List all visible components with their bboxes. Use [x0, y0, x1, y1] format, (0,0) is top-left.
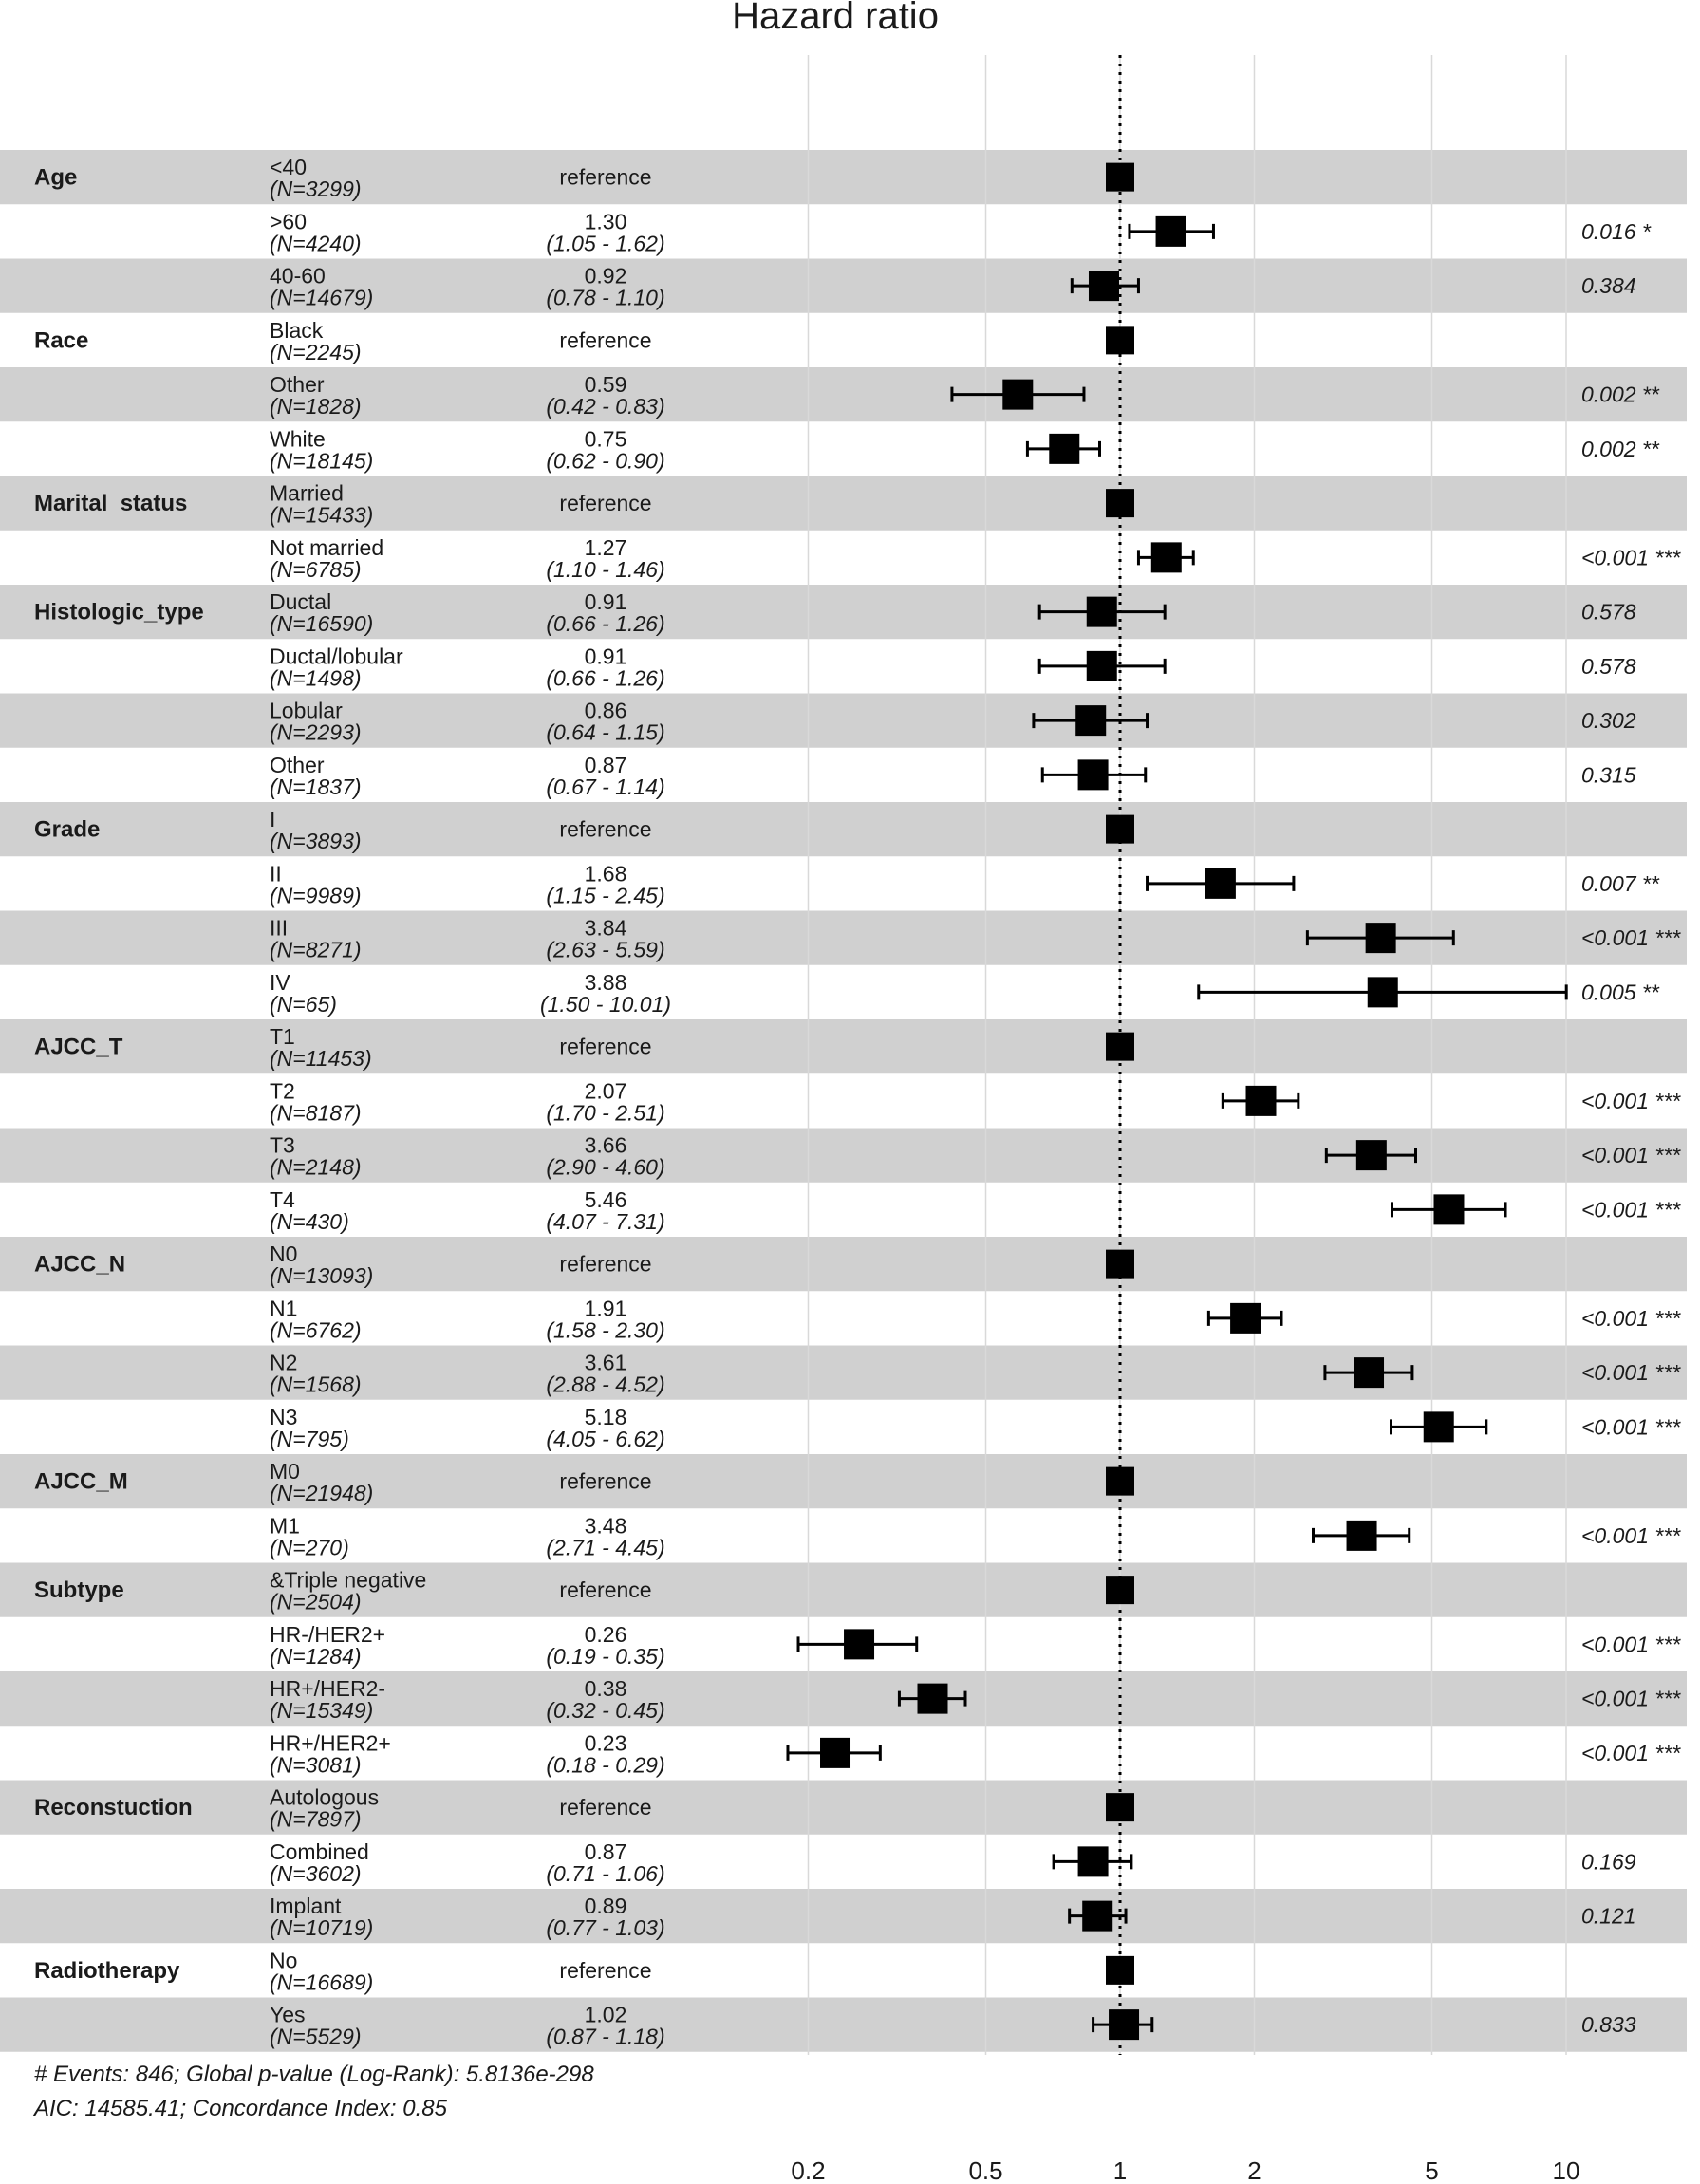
level-label: HR+/HER2-: [270, 1676, 386, 1701]
ci-value: (0.64 - 1.15): [546, 719, 665, 745]
p-value: 0.002 **: [1581, 436, 1659, 461]
estimate-square: [1347, 1521, 1377, 1551]
estimate-square: [1049, 434, 1079, 464]
n-label: (N=6785): [270, 556, 362, 582]
p-value: 0.005 **: [1581, 980, 1659, 1005]
n-label: (N=14679): [270, 285, 374, 310]
p-value: 0.302: [1581, 708, 1636, 734]
n-label: (N=270): [270, 1535, 349, 1560]
n-label: (N=13093): [270, 1263, 374, 1288]
level-label: HR-/HER2+: [270, 1621, 386, 1647]
reference-label: reference: [559, 1957, 652, 1983]
n-label: (N=1568): [270, 1372, 362, 1397]
estimate-square: [1354, 1357, 1384, 1388]
level-label: III: [270, 915, 289, 941]
n-label: (N=4240): [270, 231, 362, 256]
x-tick-label: 10: [1552, 2156, 1580, 2184]
row-band: [0, 1781, 1687, 1835]
estimate-square: [1424, 1411, 1454, 1442]
n-label: (N=2245): [270, 339, 362, 364]
n-label: (N=6762): [270, 1317, 362, 1343]
estimate-square: [917, 1684, 947, 1714]
hr-value: 0.87: [584, 1839, 627, 1864]
variable-label: AJCC_N: [34, 1251, 126, 1278]
n-label: (N=1498): [270, 665, 362, 691]
row-band: [0, 694, 1687, 748]
ci-value: (2.88 - 4.52): [546, 1372, 665, 1397]
n-label: (N=8187): [270, 1100, 362, 1126]
estimate-square: [1156, 216, 1186, 247]
variable-label: Subtype: [34, 1577, 124, 1604]
n-label: (N=18145): [270, 448, 374, 474]
row-band: [0, 259, 1687, 313]
hr-value: 1.91: [584, 1296, 627, 1321]
variable-label: Age: [34, 164, 78, 191]
reference-square: [1106, 489, 1134, 517]
hr-value: 0.92: [584, 263, 627, 289]
reference-square: [1106, 1956, 1134, 1985]
reference-label: reference: [559, 164, 652, 190]
variable-label: Radiotherapy: [34, 1957, 180, 1984]
p-value: 0.007 **: [1581, 870, 1659, 896]
p-value: <0.001 ***: [1581, 1686, 1681, 1711]
variable-label: AJCC_T: [34, 1034, 123, 1060]
hr-value: 1.68: [584, 861, 627, 887]
n-label: (N=2293): [270, 719, 362, 745]
hr-value: 0.59: [584, 372, 627, 397]
hr-value: 5.46: [584, 1186, 627, 1212]
p-value: 0.121: [1581, 1903, 1636, 1929]
n-label: (N=16689): [270, 1969, 374, 1995]
level-label: M1: [270, 1513, 300, 1539]
reference-label: reference: [559, 1251, 652, 1277]
n-label: (N=3893): [270, 829, 362, 853]
n-label: (N=795): [270, 1426, 349, 1451]
n-label: (N=2504): [270, 1589, 362, 1615]
hr-value: 3.61: [584, 1350, 627, 1375]
level-label: Married: [270, 480, 344, 506]
ci-value: (1.58 - 2.30): [546, 1317, 665, 1343]
hr-value: 0.91: [584, 589, 627, 614]
row-band: [0, 1889, 1687, 1943]
p-value: <0.001 ***: [1581, 1360, 1681, 1386]
x-tick-label: 0.5: [968, 2156, 1003, 2184]
ci-value: (0.66 - 1.26): [546, 665, 665, 691]
ci-value: (0.32 - 0.45): [546, 1698, 665, 1723]
x-tick-label: 2: [1247, 2156, 1261, 2184]
variable-label: Race: [34, 327, 89, 354]
row-band: [0, 1019, 1687, 1073]
hr-value: 3.84: [584, 915, 627, 941]
row-band: [0, 585, 1687, 639]
p-value: <0.001 ***: [1581, 545, 1681, 570]
reference-label: reference: [559, 491, 652, 516]
ci-value: (0.67 - 1.14): [546, 774, 665, 799]
level-label: T1: [270, 1024, 295, 1049]
reference-square: [1106, 1793, 1134, 1821]
reference-square: [1106, 1250, 1134, 1279]
estimate-square: [1089, 271, 1119, 301]
estimate-square: [1078, 759, 1109, 790]
estimate-square: [1151, 542, 1182, 572]
level-label: Yes: [270, 2002, 306, 2027]
estimate-square: [1109, 2009, 1139, 2040]
ci-value: (0.42 - 0.83): [546, 394, 665, 419]
p-value: <0.001 ***: [1581, 1197, 1681, 1223]
hr-value: 0.89: [584, 1894, 627, 1918]
x-tick-label: 1: [1112, 2156, 1128, 2184]
variable-label: Grade: [34, 816, 101, 843]
reference-square: [1106, 1467, 1134, 1496]
reference-label: reference: [559, 816, 652, 842]
estimate-square: [1087, 597, 1117, 627]
estimate-square: [1078, 1846, 1109, 1876]
x-tick-label: 0.2: [791, 2156, 826, 2184]
row-band: [0, 1563, 1687, 1617]
level-label: N2: [270, 1350, 298, 1375]
n-label: (N=16590): [270, 611, 374, 636]
level-label: >60: [270, 209, 308, 234]
n-label: (N=7897): [270, 1806, 362, 1832]
p-value: <0.001 ***: [1581, 1740, 1681, 1765]
estimate-square: [1075, 705, 1106, 736]
estimate-square: [1356, 1140, 1387, 1170]
ci-value: (0.78 - 1.10): [546, 285, 665, 310]
estimate-square: [1002, 380, 1033, 410]
level-label: White: [270, 426, 326, 452]
n-label: (N=2148): [270, 1154, 362, 1180]
hr-value: 0.86: [584, 698, 627, 723]
chart-title: Hazard ratio: [732, 0, 939, 37]
hr-value: 0.38: [584, 1676, 627, 1701]
level-label: II: [270, 861, 282, 887]
level-label: Black: [270, 317, 324, 343]
level-label: 40-60: [270, 263, 326, 289]
hr-value: 3.88: [584, 969, 627, 995]
level-label: N3: [270, 1404, 298, 1429]
n-label: (N=3602): [270, 1860, 362, 1886]
p-value: <0.001 ***: [1581, 925, 1681, 951]
reference-label: reference: [559, 327, 652, 353]
x-tick-label: 5: [1425, 2156, 1439, 2184]
ci-value: (1.50 - 10.01): [539, 991, 672, 1017]
level-label: Other: [270, 372, 325, 397]
level-label: IV: [270, 969, 290, 995]
footer-events: # Events: 846; Global p-value (Log-Rank): 5.8136e-298: [34, 2062, 594, 2087]
p-value: <0.001 ***: [1581, 1305, 1681, 1331]
level-label: Ductal/lobular: [270, 644, 403, 669]
p-value: 0.169: [1581, 1849, 1636, 1875]
estimate-square: [1246, 1086, 1277, 1116]
estimate-square: [1205, 868, 1236, 899]
p-value: 0.578: [1581, 653, 1636, 679]
estimate-square: [1087, 651, 1117, 681]
reference-label: reference: [559, 1577, 652, 1603]
row-band: [0, 1129, 1687, 1183]
estimate-square: [1433, 1194, 1464, 1224]
p-value: 0.384: [1581, 273, 1636, 299]
hr-value: 0.23: [584, 1730, 627, 1756]
variable-label: Reconstuction: [34, 1795, 193, 1821]
row-band: [0, 1237, 1687, 1291]
ci-value: (0.19 - 0.35): [546, 1643, 665, 1669]
p-value: 0.578: [1581, 599, 1636, 625]
p-value: 0.315: [1581, 762, 1636, 788]
p-value: <0.001 ***: [1581, 1088, 1681, 1113]
row-band: [0, 476, 1687, 531]
row-band: [0, 1454, 1687, 1508]
reference-label: reference: [559, 1034, 652, 1059]
hr-value: 1.27: [584, 534, 627, 560]
level-label: I: [270, 807, 276, 831]
n-label: (N=10719): [270, 1915, 374, 1940]
reference-square: [1106, 326, 1134, 354]
hr-value: 0.91: [584, 644, 627, 669]
p-value: <0.001 ***: [1581, 1414, 1681, 1440]
estimate-square: [1366, 923, 1396, 953]
ci-value: (2.63 - 5.59): [546, 937, 665, 962]
ci-value: (1.05 - 1.62): [546, 231, 665, 256]
hr-value: 0.26: [584, 1621, 627, 1647]
n-label: (N=430): [270, 1208, 349, 1234]
row-band: [0, 150, 1687, 204]
reference-square: [1106, 1576, 1134, 1604]
n-label: (N=9989): [270, 883, 362, 908]
row-band: [0, 1346, 1687, 1400]
p-value: 0.002 **: [1581, 382, 1659, 407]
ci-value: (0.71 - 1.06): [546, 1860, 665, 1886]
hr-value: 1.02: [584, 2002, 627, 2027]
n-label: (N=8271): [270, 937, 362, 962]
hr-value: 0.75: [584, 426, 627, 452]
level-label: Not married: [270, 534, 384, 560]
level-label: N1: [270, 1296, 298, 1321]
hr-value: 2.07: [584, 1078, 627, 1104]
n-label: (N=15349): [270, 1698, 374, 1723]
ci-value: (4.07 - 7.31): [546, 1208, 665, 1234]
estimate-square: [1368, 977, 1398, 1007]
level-label: Lobular: [270, 698, 343, 723]
row-labels: [34, 155, 1681, 2049]
estimate-marks: [788, 163, 1566, 2041]
n-label: (N=11453): [270, 1046, 372, 1071]
level-label: M0: [270, 1459, 300, 1484]
ci-value: (0.18 - 0.29): [546, 1752, 665, 1778]
ci-value: (1.10 - 1.46): [546, 556, 665, 582]
footer-aic: AIC: 14585.41; Concordance Index: 0.85: [34, 2096, 447, 2121]
level-label: Ductal: [270, 589, 332, 614]
n-label: (N=21948): [270, 1481, 374, 1505]
level-label: HR+/HER2+: [270, 1730, 391, 1756]
ci-value: (1.15 - 2.45): [546, 883, 665, 908]
p-value: <0.001 ***: [1581, 1632, 1681, 1657]
n-label: (N=15433): [270, 502, 374, 528]
ci-value: (1.70 - 2.51): [546, 1100, 665, 1126]
ci-value: (2.71 - 4.45): [546, 1535, 665, 1560]
level-label: T4: [270, 1186, 295, 1212]
level-label: N0: [270, 1241, 298, 1266]
hr-value: 3.48: [584, 1513, 627, 1539]
n-label: (N=3081): [270, 1752, 362, 1778]
n-label: (N=65): [270, 991, 337, 1017]
reference-label: reference: [559, 1795, 652, 1820]
row-band: [0, 367, 1687, 421]
ci-value: (0.66 - 1.26): [546, 611, 665, 636]
p-value: <0.001 ***: [1581, 1522, 1681, 1548]
reference-square: [1106, 1033, 1134, 1061]
ci-value: (0.87 - 1.18): [546, 2024, 665, 2049]
n-label: (N=1837): [270, 774, 362, 799]
level-label: No: [270, 1948, 298, 1973]
level-label: Other: [270, 752, 325, 777]
reference-square: [1106, 815, 1134, 844]
ci-value: (2.90 - 4.60): [546, 1154, 665, 1180]
n-label: (N=5529): [270, 2024, 362, 2049]
level-label: &Triple negative: [270, 1567, 427, 1593]
variable-label: Histologic_type: [34, 599, 204, 625]
estimate-square: [1082, 1901, 1112, 1932]
p-value: 0.833: [1581, 2012, 1636, 2038]
hr-value: 0.87: [584, 752, 627, 777]
row-band: [0, 1671, 1687, 1726]
n-label: (N=3299): [270, 177, 362, 201]
ci-value: (4.05 - 6.62): [546, 1426, 665, 1451]
n-label: (N=1284): [270, 1643, 362, 1669]
level-label: T3: [270, 1132, 295, 1158]
row-band: [0, 1998, 1687, 2052]
hr-value: 1.30: [584, 209, 627, 234]
level-label: Combined: [270, 1839, 369, 1864]
ci-value: (0.62 - 0.90): [546, 448, 665, 474]
n-label: (N=1828): [270, 394, 362, 419]
row-band: [0, 802, 1687, 856]
ci-value: (0.77 - 1.03): [546, 1915, 665, 1940]
level-label: <40: [270, 155, 308, 179]
reference-label: reference: [559, 1468, 652, 1494]
estimate-square: [844, 1629, 874, 1659]
level-label: T2: [270, 1078, 295, 1104]
level-label: Implant: [270, 1894, 342, 1918]
hr-value: 3.66: [584, 1132, 627, 1158]
variable-label: Marital_status: [34, 491, 188, 517]
variable-label: AJCC_M: [34, 1468, 128, 1495]
x-axis: [791, 2156, 1579, 2184]
level-label: Autologous: [270, 1784, 380, 1810]
hr-value: 5.18: [584, 1404, 627, 1429]
estimate-square: [820, 1738, 850, 1768]
reference-square: [1106, 163, 1134, 192]
p-value: <0.001 ***: [1581, 1143, 1681, 1168]
p-value: 0.016 *: [1581, 218, 1651, 244]
estimate-square: [1230, 1303, 1261, 1334]
